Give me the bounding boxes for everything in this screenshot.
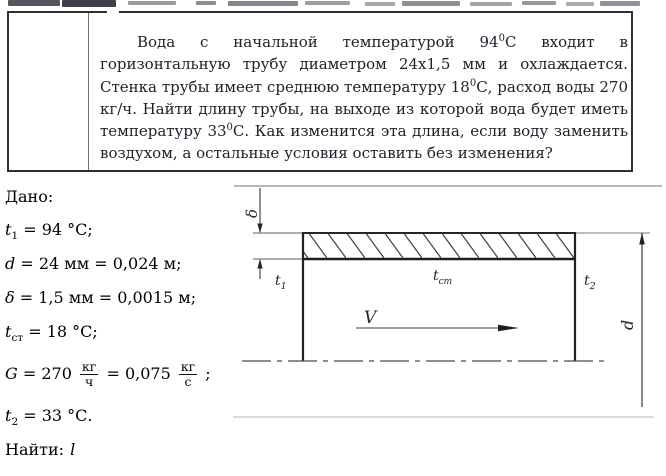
find-label: Найти: [5, 440, 65, 459]
t1-label: $t_1$ [275, 273, 287, 292]
problem-text-line: Вода с начальной температурой $94^0С$ входит в [137, 33, 628, 51]
pipe-diagram [232, 180, 666, 420]
scan-artifact [8, 0, 60, 6]
problem-text-line: температуру $33^0С$. Как изменится эта длина, если воду заменить [100, 122, 629, 141]
given-items [5, 213, 237, 433]
scan-artifact [62, 0, 116, 7]
diameter-label: d [618, 319, 637, 330]
problem-text-line: воздухом, а остальные условия оставить без изменения? [100, 144, 553, 163]
flow-arrow-head [498, 325, 519, 331]
scan-artifact [522, 1, 556, 5]
given-item: d = 24 мм = 0,024 м; [5, 254, 182, 273]
delta-dimension-arrow-up [257, 259, 262, 269]
velocity-label: V [364, 308, 377, 328]
delta-dimension-arrow-down [257, 224, 262, 234]
scan-artifact [365, 2, 395, 6]
scan-artifact [305, 1, 350, 5]
delta-label: δ [243, 208, 261, 218]
pipe-wall-section [303, 233, 575, 259]
scan-artifact [402, 1, 460, 6]
scan-artifact [566, 2, 594, 6]
given-item: $t_2 = 33$ °С. [5, 406, 93, 429]
scan-artifact [470, 2, 512, 6]
scan-artifact [128, 1, 176, 5]
given-label: Дано: [5, 187, 54, 206]
problem-text-line: кг/ч. Найти длину трубы, на выходе из которой вода будет иметь [100, 99, 628, 118]
given-item: G = 270 $\frac{кг}{ч}$ = 0,075 $\frac{кг}{с}$ ; [5, 358, 211, 389]
given-item: $t_1 = 94$ °С; [5, 220, 93, 243]
problem-statement-box [7, 11, 633, 172]
scan-artifact [228, 1, 298, 6]
t2-label: $t_2$ [584, 273, 596, 292]
given-item: $t_{ст} = 18$ °С; [5, 322, 98, 345]
diameter-dimension-arrow-up [639, 233, 645, 245]
find-value: l [70, 440, 76, 459]
given-item: δ = 1,5 мм = 0,0015 м; [5, 288, 197, 307]
find-row [5, 433, 237, 467]
scan-artifact [196, 1, 216, 5]
problem-text-line: горизонтальную трубу диаметром 24х1,5 мм и охлаждается. [100, 55, 628, 74]
scan-artifact [600, 1, 640, 6]
given-section [5, 183, 237, 467]
problem-text-line: Стенка трубы имеет среднюю температуру $18^0С$, расход воды 270 [100, 77, 628, 96]
problem-text [100, 31, 628, 165]
scan-artifact [107, 10, 119, 14]
problem-box-divider [88, 13, 89, 170]
wall-temp-label: $t_{ст}$ [433, 268, 453, 287]
